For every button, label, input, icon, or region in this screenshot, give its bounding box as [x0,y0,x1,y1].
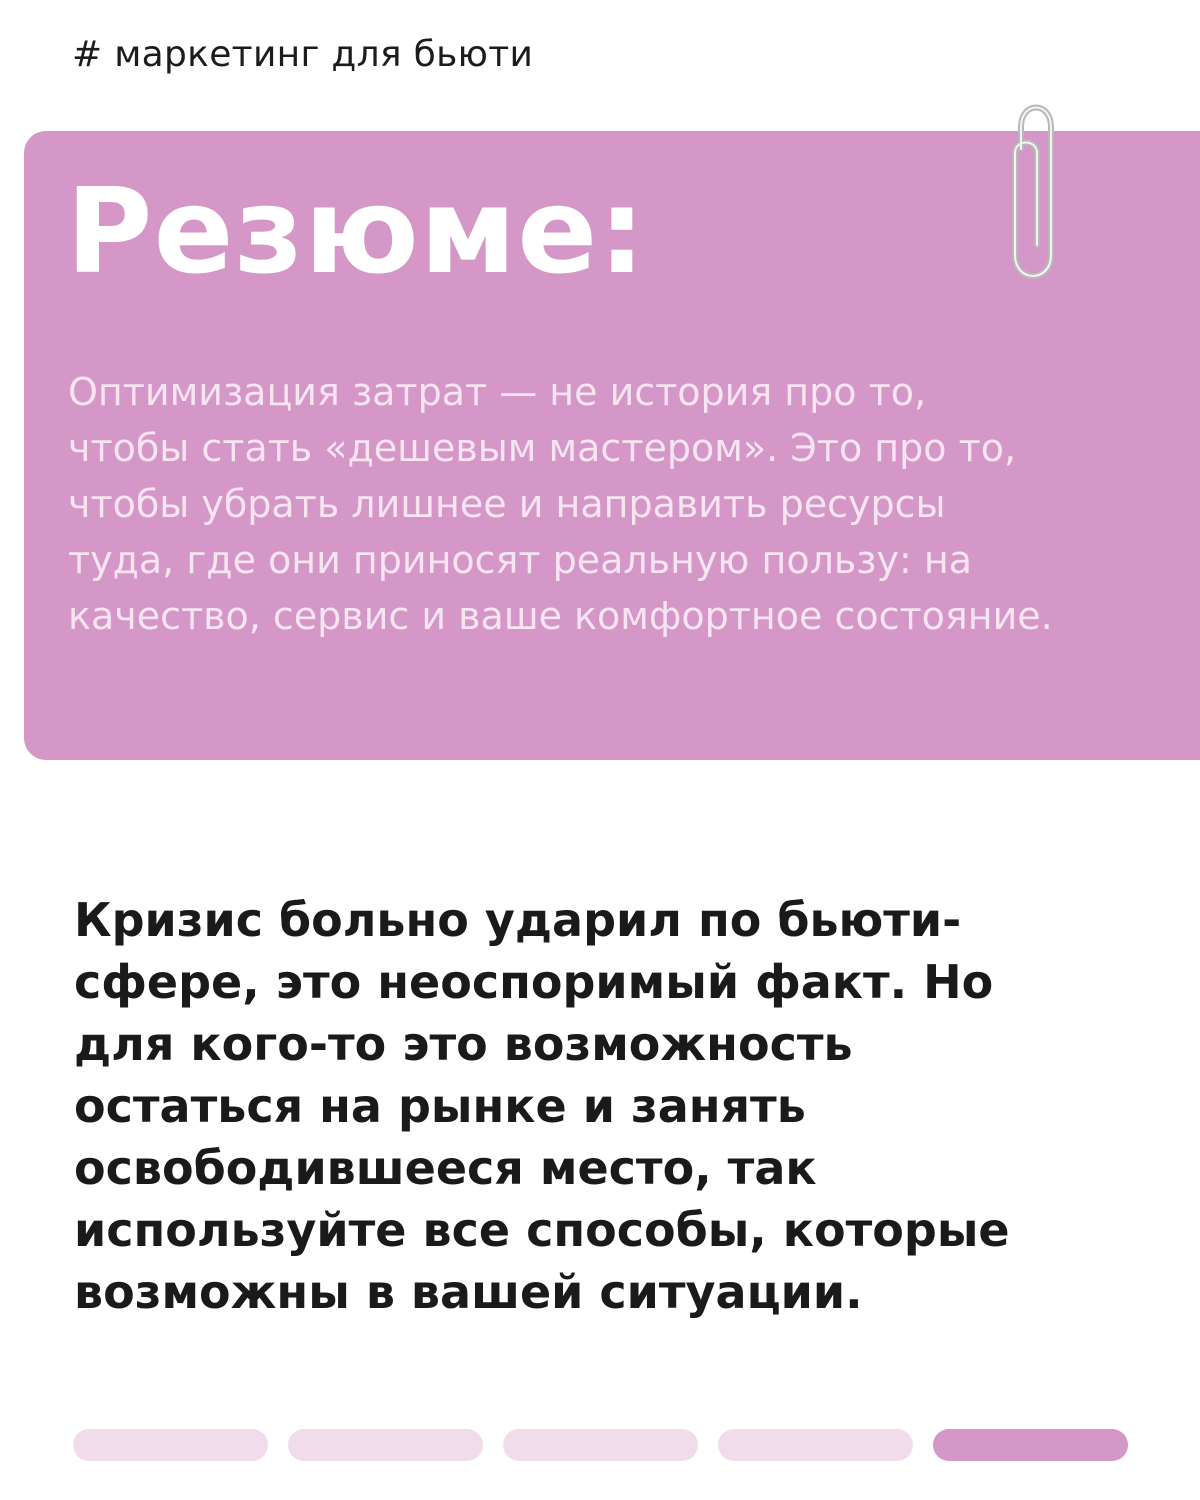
hashtag-label: # маркетинг для бьюти [72,34,534,75]
progress-segment-2 [288,1429,483,1461]
main-paragraph: Кризис больно ударил по бьюти-сфере, это неоспоримый факт. Но для кого-то это возможность остаться на рынке и занять освободившееся место, так используйте все способы, которые возможны в вашей ситуации. [74,893,1010,1319]
progress-segment-4 [718,1429,913,1461]
slide-progress-indicator [73,1429,1128,1461]
card-body-text: Оптимизация затрат — не история про то, чтобы стать «дешевым мастером». Это про то, чтобы убрать лишнее и направить ресурсы туда, где они приносят реальную пользу: на качество, сервис и ваше комфортное состояние. [68,370,1053,638]
paperclip-icon [985,95,1085,295]
card-title: Резюме: [66,162,647,300]
progress-segment-5-active [933,1429,1128,1461]
progress-segment-1 [73,1429,268,1461]
progress-segment-3 [503,1429,698,1461]
